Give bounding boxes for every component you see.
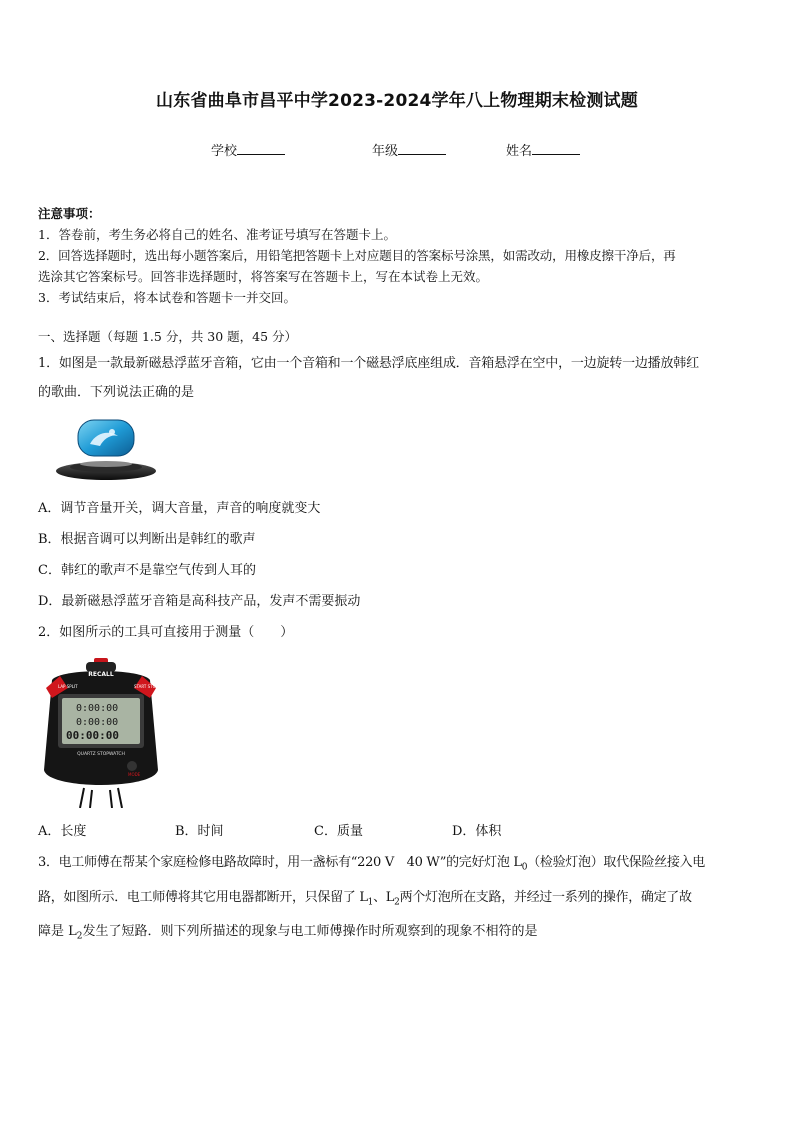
note-item-3: 3．考试结束后，将本试卷和答题卡一并交回。 — [38, 290, 296, 305]
section-heading: 一、选择题（每题 1.5 分，共 30 题，45 分） — [38, 329, 298, 344]
question-3-line-1-part-b: （检验灯泡）取代保险丝接入电 — [527, 855, 705, 870]
stopwatch-image — [40, 658, 162, 808]
question-2-options — [38, 820, 760, 840]
question-3-line-2-part-c: 两个灯泡所在支路，并经过一系列的操作，确定了故 — [399, 889, 692, 905]
question-3-line-3-part-a: 障是 L — [38, 924, 77, 940]
grade-label: 年级 — [372, 144, 399, 159]
question-3-line-2-part-b: 、L — [373, 889, 395, 905]
notes-heading: 注意事项： — [38, 206, 101, 221]
question-1-line-2: 的歌曲．下列说法正确的是 — [38, 385, 195, 400]
question-3-line-2-sub-2: 2 — [394, 897, 400, 908]
question-2-option-c: C．质量 — [314, 824, 363, 839]
exam-title: 山东省曲阜市昌平中学2023-2024学年八上物理期末检测试题 — [156, 91, 638, 111]
note-item-2-line-1: 2．回答选择题时，选出每小题答案后，用铅笔把答题卡上对应题目的答案标号涂黑，如需改动，用橡皮擦干净后，再 — [38, 248, 676, 263]
note-item-2-line-2: 选涂其它答案标号。回答非选择题时，将答案写在答题卡上，写在本试卷上无效。 — [38, 269, 489, 284]
question-3-line-2-part-a: 路，如图所示．电工师傅将其它用电器都断开，只保留了 L — [38, 889, 368, 905]
question-2-option-d: D．体积 — [452, 824, 502, 839]
question-1-option-c: C．韩红的歌声不是靠空气传到人耳的 — [38, 563, 256, 578]
question-2-stem: 2．如图所示的工具可直接用于测量（ ） — [38, 625, 294, 640]
stopwatch-start-label: START STOP — [134, 684, 159, 689]
question-3-line-2-sub-1: 1 — [367, 897, 374, 908]
question-1-line-1: 1．如图是一款最新磁悬浮蓝牙音箱，它由一个音箱和一个磁悬浮底座组成．音箱悬浮在空中，一边旋转一边播放韩红 — [38, 356, 699, 371]
question-3-line-3 — [38, 917, 760, 952]
question-3-line-3-part-b: 发生了短路．则下列所描述的现象与电工师傅操作时所观察到的现象不相符的是 — [82, 924, 538, 940]
school-label: 学校 — [211, 144, 238, 159]
question-1-option-d: D．最新磁悬浮蓝牙音箱是高科技产品，发声不需要振动 — [38, 594, 361, 609]
question-3-line-1-sub: 0 — [521, 862, 528, 873]
stopwatch-mode-label: MODE — [128, 772, 141, 777]
notes-block — [38, 203, 760, 308]
school-field[interactable] — [211, 140, 285, 159]
stopwatch-display-line-1: 0:00:00 — [76, 703, 119, 714]
question-3-line-3-sub: 2 — [76, 931, 83, 942]
grade-field[interactable] — [372, 140, 446, 159]
stopwatch-display-line-3: 00:00:00 — [66, 729, 119, 742]
name-field[interactable] — [506, 140, 580, 159]
stopwatch-recall-label: RECALL — [88, 671, 114, 678]
question-1-option-a: A．调节音量开关，调大音量，声音的响度就变大 — [38, 501, 321, 516]
grade-blank[interactable] — [398, 142, 446, 155]
name-label: 姓名 — [506, 144, 533, 159]
question-3-line-1 — [38, 848, 760, 883]
question-1-option-b: B．根据音调可以判断出是韩红的歌声 — [38, 532, 256, 547]
question-3-stem — [38, 848, 760, 952]
maglev-speaker-image — [52, 414, 160, 486]
question-3-line-1-part-a: 3．电工师傅在帮某个家庭检修电路故障时，用一盏标有“220 V 40 W”的完好灯泡 L — [38, 855, 522, 870]
stopwatch-lap-label: LAP SPLIT — [58, 684, 78, 689]
stopwatch-brand-label: QUARTZ STOPWATCH — [77, 752, 125, 757]
school-blank[interactable] — [237, 142, 285, 155]
question-2-option-a: A．长度 — [38, 824, 87, 839]
question-3-line-2 — [38, 883, 760, 918]
name-blank[interactable] — [532, 142, 580, 155]
stopwatch-display-line-2: 0:00:00 — [76, 717, 119, 728]
note-item-1: 1．答卷前，考生务必将自己的姓名、准考证号填写在答题卡上。 — [38, 227, 396, 242]
question-2-option-b: B．时间 — [175, 824, 224, 839]
question-1-stem — [38, 349, 760, 407]
